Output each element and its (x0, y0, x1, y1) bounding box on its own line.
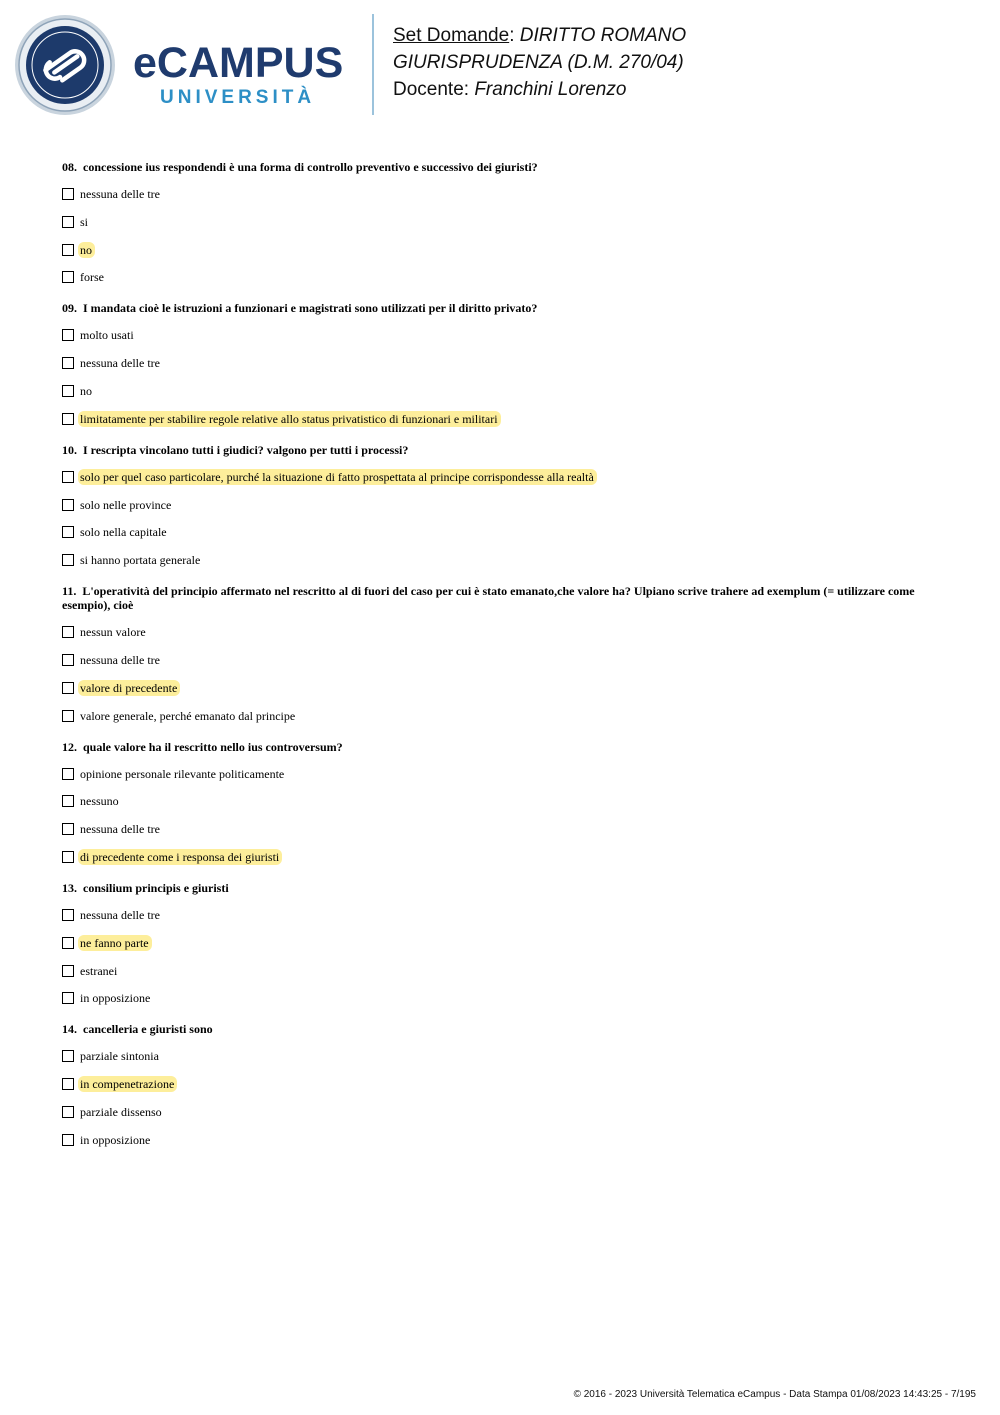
question-title (62, 443, 952, 457)
set-title: DIRITTO ROMANO (519, 25, 687, 46)
question-title (62, 881, 952, 895)
question-title (62, 301, 952, 315)
ecampus-seal-logo-icon (14, 14, 116, 116)
answer-checkbox[interactable] (62, 216, 74, 228)
teacher-label: Docente: (393, 79, 470, 100)
answer-option[interactable] (62, 1076, 952, 1092)
answer-checkbox[interactable] (62, 626, 74, 638)
answer-option[interactable] (62, 524, 952, 540)
answer-text-highlighted: solo per quel caso particolare, purché la situazione di fatto prospettata al principe corrispondesse alla realtà (78, 469, 597, 485)
question-number: 11. (62, 584, 77, 599)
question-text: concessione ius respondendi è una forma di controllo preventivo e successivo dei giuristi? (83, 160, 538, 174)
answer-option[interactable] (62, 935, 952, 951)
question-block (62, 740, 952, 865)
answer-text-highlighted: no (78, 242, 95, 258)
answer-checkbox[interactable] (62, 1134, 74, 1146)
answer-checkbox[interactable] (62, 499, 74, 511)
set-info (393, 22, 686, 103)
answer-option[interactable] (62, 242, 952, 258)
answer-option[interactable] (62, 793, 952, 809)
answer-text-highlighted: in compenetrazione (78, 1076, 177, 1092)
answer-option[interactable] (62, 624, 952, 640)
course-line (393, 49, 686, 76)
question-number: 10. (62, 442, 77, 457)
answer-option[interactable] (62, 1048, 952, 1064)
answer-option[interactable] (62, 1132, 952, 1148)
question-title (62, 740, 952, 754)
question-text: I rescripta vincolano tutti i giudici? valgono per tutti i processi? (83, 442, 409, 457)
answer-option[interactable] (62, 680, 952, 696)
course-name: GIURISPRUDENZA (D.M. 270/04) (393, 52, 684, 73)
answer-checkbox[interactable] (62, 682, 74, 694)
answer-checkbox[interactable] (62, 329, 74, 341)
answer-checkbox[interactable] (62, 385, 74, 397)
question-number: 09. (62, 301, 77, 316)
answer-option[interactable] (62, 990, 952, 1006)
answer-checkbox[interactable] (62, 413, 74, 425)
teacher-line (393, 76, 686, 103)
answer-checkbox[interactable] (62, 909, 74, 921)
answer-option[interactable] (62, 821, 952, 837)
answer-text: nessuna delle tre (80, 652, 160, 667)
answer-text-highlighted: limitatamente per stabilire regole relative allo status privatistico di funzionari e militari (78, 411, 501, 427)
question-text: cancelleria e giuristi sono (83, 1022, 213, 1037)
answer-option[interactable] (62, 497, 952, 513)
answer-text: si (80, 214, 89, 229)
answer-checkbox[interactable] (62, 526, 74, 538)
ecampus-logo-wordmark: eCAMPUS (133, 39, 344, 87)
answer-text: no (80, 383, 92, 398)
answer-text: nessuna delle tre (80, 187, 160, 201)
answer-checkbox[interactable] (62, 471, 74, 483)
answer-option[interactable] (62, 327, 952, 343)
answer-text: solo nelle province (80, 497, 172, 512)
answer-option[interactable] (62, 766, 952, 782)
question-block (62, 584, 952, 723)
answer-text: in opposizione (80, 991, 151, 1006)
answer-text: opinione personale rilevante politicamente (80, 766, 285, 781)
answer-text: parziale sintonia (80, 1049, 159, 1064)
answer-text: valore generale, perché emanato dal principe (80, 708, 296, 723)
answer-checkbox[interactable] (62, 188, 74, 200)
question-block (62, 1022, 952, 1147)
answer-option[interactable] (62, 383, 952, 399)
answer-text: nessuno (80, 794, 119, 809)
answer-option[interactable] (62, 214, 952, 230)
answer-text-highlighted: di precedente come i responsa dei giuristi (78, 849, 282, 865)
answer-checkbox[interactable] (62, 710, 74, 722)
answer-option[interactable] (62, 411, 952, 427)
answer-checkbox[interactable] (62, 271, 74, 283)
answer-checkbox[interactable] (62, 357, 74, 369)
answer-checkbox[interactable] (62, 851, 74, 863)
set-label: Set Domande (393, 25, 510, 46)
question-number: 14. (62, 1022, 77, 1037)
answer-checkbox[interactable] (62, 554, 74, 566)
answer-checkbox[interactable] (62, 1106, 74, 1118)
question-number: 12. (62, 739, 77, 754)
answer-text: estranei (80, 963, 118, 978)
header-divider (372, 14, 374, 115)
page-header (0, 0, 1000, 130)
answer-checkbox[interactable] (62, 937, 74, 949)
page-footer: © 2016 - 2023 Università Telematica eCampus - Data Stampa 01/08/2023 14:43:25 - 7/195 (573, 1389, 976, 1400)
answer-checkbox[interactable] (62, 823, 74, 835)
answer-option[interactable] (62, 355, 952, 371)
answer-checkbox[interactable] (62, 654, 74, 666)
answer-text: si hanno portata generale (80, 553, 201, 568)
question-title (62, 1022, 952, 1036)
answer-option[interactable] (62, 963, 952, 979)
answer-text: nessun valore (80, 625, 146, 640)
set-title-line: Set Domande: DIRITTO ROMANO (393, 25, 687, 46)
answer-text-highlighted: ne fanno parte (78, 935, 152, 951)
question-text: I mandata cioè le istruzioni a funzionari e magistrati sono utilizzati per il diritto privato? (83, 301, 538, 316)
answer-option[interactable] (62, 652, 952, 668)
answer-option[interactable] (62, 552, 952, 568)
question-title (62, 160, 952, 174)
question-block (62, 881, 952, 1006)
question-block (62, 301, 952, 426)
answer-option[interactable] (62, 1104, 952, 1120)
answer-checkbox[interactable] (62, 795, 74, 807)
question-text: consilium principis e giuristi (83, 880, 229, 895)
answer-text: solo nella capitale (80, 525, 167, 540)
ecampus-logo-subtitle: UNIVERSITÀ (160, 87, 316, 108)
answer-text: molto usati (80, 328, 134, 343)
answer-text: nessuna delle tre (80, 822, 160, 837)
answer-checkbox[interactable] (62, 768, 74, 780)
answer-checkbox[interactable] (62, 1050, 74, 1062)
answer-text: nessuna delle tre (80, 907, 160, 922)
question-number: 08. (62, 160, 77, 174)
answer-text: nessuna delle tre (80, 356, 160, 371)
question-list (62, 160, 952, 1164)
answer-text: parziale dissenso (80, 1104, 162, 1119)
answer-option[interactable] (62, 849, 952, 865)
answer-checkbox[interactable] (62, 1078, 74, 1090)
answer-text-highlighted: valore di precedente (78, 680, 180, 696)
question-number: 13. (62, 880, 77, 895)
answer-checkbox[interactable] (62, 965, 74, 977)
teacher-name: Franchini Lorenzo (474, 79, 627, 100)
answer-text: in opposizione (80, 1132, 151, 1147)
question-text: quale valore ha il rescritto nello ius controversum? (83, 739, 343, 754)
answer-option[interactable] (62, 469, 952, 485)
question-title (62, 584, 952, 612)
answer-option[interactable] (62, 708, 952, 724)
question-block (62, 160, 952, 285)
question-block (62, 443, 952, 568)
answer-text: forse (80, 270, 104, 285)
question-text: L'operatività del principio affermato nel rescritto al di fuori del caso per cui è stato emanato,che valore ha? Ulpiano scrive trahere ad exemplum (= utilizzare come esempio), cioè (62, 584, 915, 613)
answer-checkbox[interactable] (62, 244, 74, 256)
answer-option[interactable] (62, 907, 952, 923)
answer-checkbox[interactable] (62, 992, 74, 1004)
answer-option[interactable] (62, 269, 952, 285)
answer-option[interactable] (62, 186, 952, 202)
